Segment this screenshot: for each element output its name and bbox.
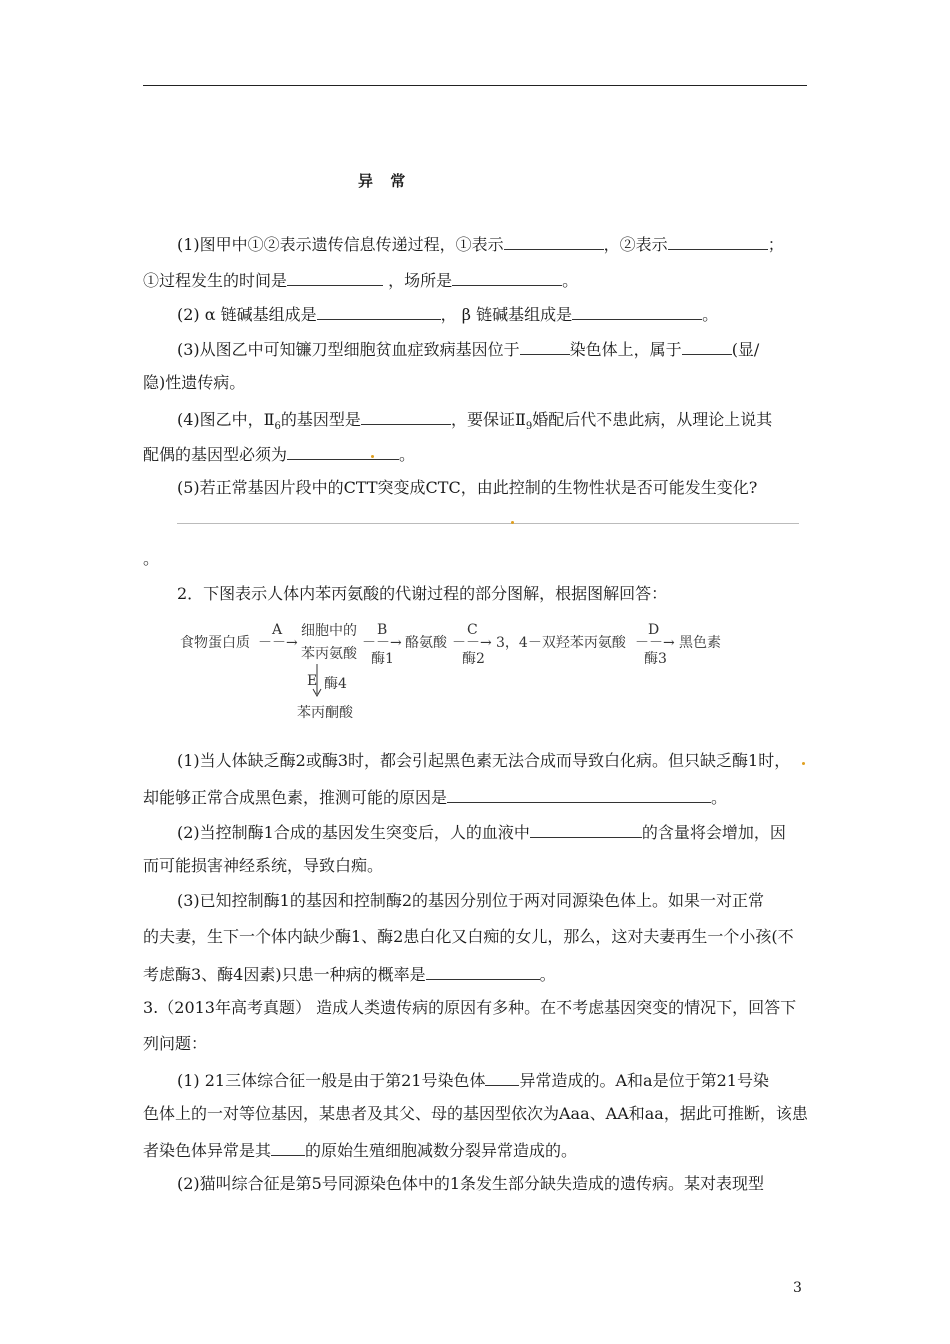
header-title: 异 常: [358, 172, 412, 190]
label-d: D: [648, 622, 660, 638]
q1-line-8: (5)若正常基因片段中的CTT突变成CTC，由此控制的生物性状是否可能发生变化?: [177, 478, 758, 497]
label-enzyme1: 酶1: [371, 651, 394, 667]
q3-intro-2: 列问题：: [143, 1034, 208, 1053]
node-cell-phe-1: 细胞中的: [301, 623, 357, 639]
decorative-dot: [371, 455, 374, 458]
q2-p2-line-2: 而可能损害神经系统，导致白痴。: [143, 856, 384, 875]
label-enzyme4: 酶4: [324, 676, 347, 692]
q1-line-2: ①过程发生的时间是 ，场所是 。: [143, 268, 578, 292]
arrow-b: －－→: [362, 635, 402, 651]
q1-line-5: 隐)性遗传病。: [143, 373, 246, 392]
q1-line-4: (3)从图乙中可知镰刀型细胞贫血症致病基因位于 染色体上，属于 (显/: [177, 337, 759, 361]
q2-p1-line-2: 却能够正常合成黑色素，推测可能的原因是 。: [143, 785, 727, 809]
node-melanin: 黑色素: [679, 635, 721, 651]
arrow-a: －－→: [258, 635, 298, 651]
q1-line-9: 。: [143, 549, 160, 568]
q3-s1-line-2: 色体上的一对等位基因，某患者及其父、母的基因型依次为Aaa、AA和aa，据此可推断，该患: [143, 1104, 808, 1123]
answer-blank[interactable]: [682, 337, 732, 355]
q1-line-1: (1)图甲中①②表示遗传信息传递过程，①表示 ，②表示 ；: [177, 232, 784, 256]
answer-blank[interactable]: [530, 820, 642, 838]
answer-blank[interactable]: [271, 1138, 305, 1156]
label-e: E: [307, 673, 318, 689]
label-a: A: [272, 622, 283, 638]
label-enzyme3: 酶3: [644, 651, 667, 667]
q2-p3-line-1: (3)已知控制酶1的基因和控制酶2的基因分别位于两对同源染色体上。如果一对正常: [177, 891, 765, 910]
decorative-dot: [802, 762, 805, 765]
node-phenylpyruvate: 苯丙酮酸: [297, 705, 353, 721]
answer-blank[interactable]: [452, 268, 562, 286]
answer-blank[interactable]: [317, 302, 441, 320]
q3-s2-line-1: (2)猫叫综合征是第5号同源染色体中的1条发生部分缺失造成的遗传病。某对表现型: [177, 1174, 765, 1193]
answer-blank[interactable]: [287, 442, 399, 460]
answer-blank[interactable]: [668, 232, 768, 250]
page-number: 3: [793, 1280, 802, 1296]
answer-blank[interactable]: [287, 268, 383, 286]
answer-blank[interactable]: [520, 337, 570, 355]
q2-p1-line-1: (1)当人体缺乏酶2或酶3时，都会引起黑色素无法合成而导致白化病。但只缺乏酶1时，: [177, 751, 791, 770]
decorative-dot: [511, 521, 514, 524]
arrow-d: －－→: [635, 635, 675, 651]
label-enzyme2: 酶2: [462, 651, 485, 667]
q3-intro-1: 3.（2013年高考真题） 造成人类遗传病的原因有多种。在不考虑基因突变的情况下，回答下: [143, 998, 797, 1017]
node-food-protein: 食物蛋白质: [180, 635, 250, 651]
arrow-c: －－→: [452, 635, 492, 651]
node-cell-phe-2: 苯丙氨酸: [301, 646, 357, 662]
q1-line-3: (2) α 链碱基组成是 ， β 链碱基组成是 。: [177, 302, 718, 326]
node-tyrosine: 酪氨酸: [405, 635, 447, 651]
q1-line-7: 配偶的基因型必须为 。: [143, 442, 415, 466]
q3-s1-line-3: 者染色体异常是其 的原始生殖细胞减数分裂异常造成的。: [143, 1138, 577, 1162]
header-rule: [143, 85, 807, 86]
answer-blank[interactable]: [426, 962, 540, 980]
q3-s1-line-1: (1) 21三体综合征一般是由于第21号染色体 异常造成的。A和a是位于第21号染: [177, 1068, 769, 1092]
answer-line[interactable]: [177, 523, 799, 524]
answer-blank[interactable]: [572, 302, 702, 320]
q1-line-6: (4)图乙中，$Ⅱ_6$的基因型是 ，要保证$Ⅱ_9$婚配后代不患此病，从理论上说其: [177, 407, 772, 438]
answer-blank[interactable]: [361, 407, 451, 425]
answer-blank[interactable]: [485, 1068, 519, 1086]
q2-p3-line-3: 考虑酶3、酶4因素)只患一种病的概率是 。: [143, 962, 556, 986]
node-dopa: 3，4－双羟苯丙氨酸: [496, 635, 626, 651]
answer-blank[interactable]: [504, 232, 604, 250]
label-c: C: [467, 622, 478, 638]
q2-intro: 2．下图表示人体内苯丙氨酸的代谢过程的部分图解，根据图解回答：: [177, 584, 668, 603]
q2-p2-line-1: (2)当控制酶1合成的基因发生突变后，人的血液中 的含量将会增加，因: [177, 820, 786, 844]
answer-blank[interactable]: [447, 785, 711, 803]
label-b: B: [377, 622, 388, 638]
q2-p3-line-2: 的夫妻，生下一个体内缺少酶1、酶2患白化又白痴的女儿，那么，这对夫妻再生一个小孩(不: [143, 927, 794, 946]
